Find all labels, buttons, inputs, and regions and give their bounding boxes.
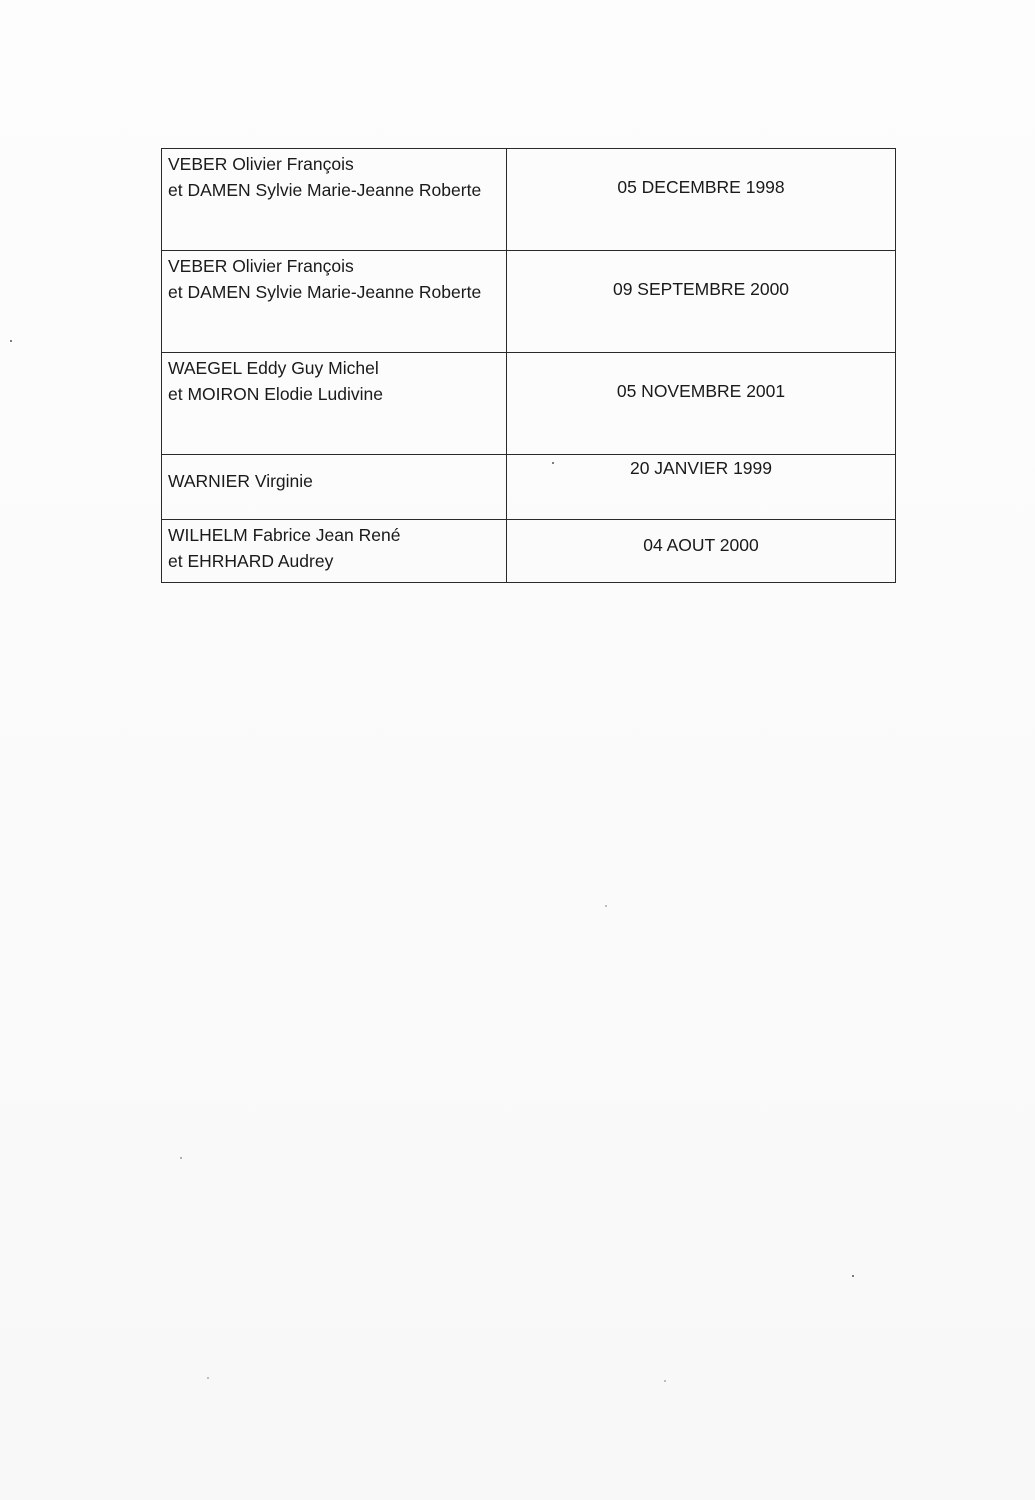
names-cell [162,455,507,520]
name-line: et DAMEN Sylvie Marie-Jeanne Roberte [168,180,482,200]
name-line: VEBER Olivier François [168,154,354,174]
date-cell: 05 DECEMBRE 1998 [507,149,896,251]
names-cell [162,353,507,455]
name-line: WILHELM Fabrice Jean René [168,525,401,545]
name-line: et DAMEN Sylvie Marie-Jeanne Roberte [168,282,482,302]
name-line: VEBER Olivier François [168,256,354,276]
scan-speck [664,1380,666,1382]
names-cell [162,149,507,251]
date-cell: 09 SEPTEMBRE 2000 [507,251,896,353]
name-line: et EHRHARD Audrey [168,551,334,571]
scan-speck [10,340,12,342]
date-cell: 05 NOVEMBRE 2001 [507,353,896,455]
scan-speck [852,1275,854,1277]
register-table [161,148,896,583]
names-cell [162,251,507,353]
scan-speck [552,462,554,464]
table-row [162,353,896,455]
table-row [162,251,896,353]
table-row [162,455,896,520]
date-cell: 20 JANVIER 1999 [507,455,896,520]
scan-speck [207,1377,209,1379]
table-row [162,149,896,251]
name-line: et MOIRON Elodie Ludivine [168,384,383,404]
names-cell [162,520,507,583]
name-line: WARNIER Virginie [168,471,313,491]
table-row [162,520,896,583]
name-line: WAEGEL Eddy Guy Michel [168,358,379,378]
scan-speck [180,1157,182,1159]
date-cell: 04 AOUT 2000 [507,520,896,583]
scan-speck [605,905,607,907]
